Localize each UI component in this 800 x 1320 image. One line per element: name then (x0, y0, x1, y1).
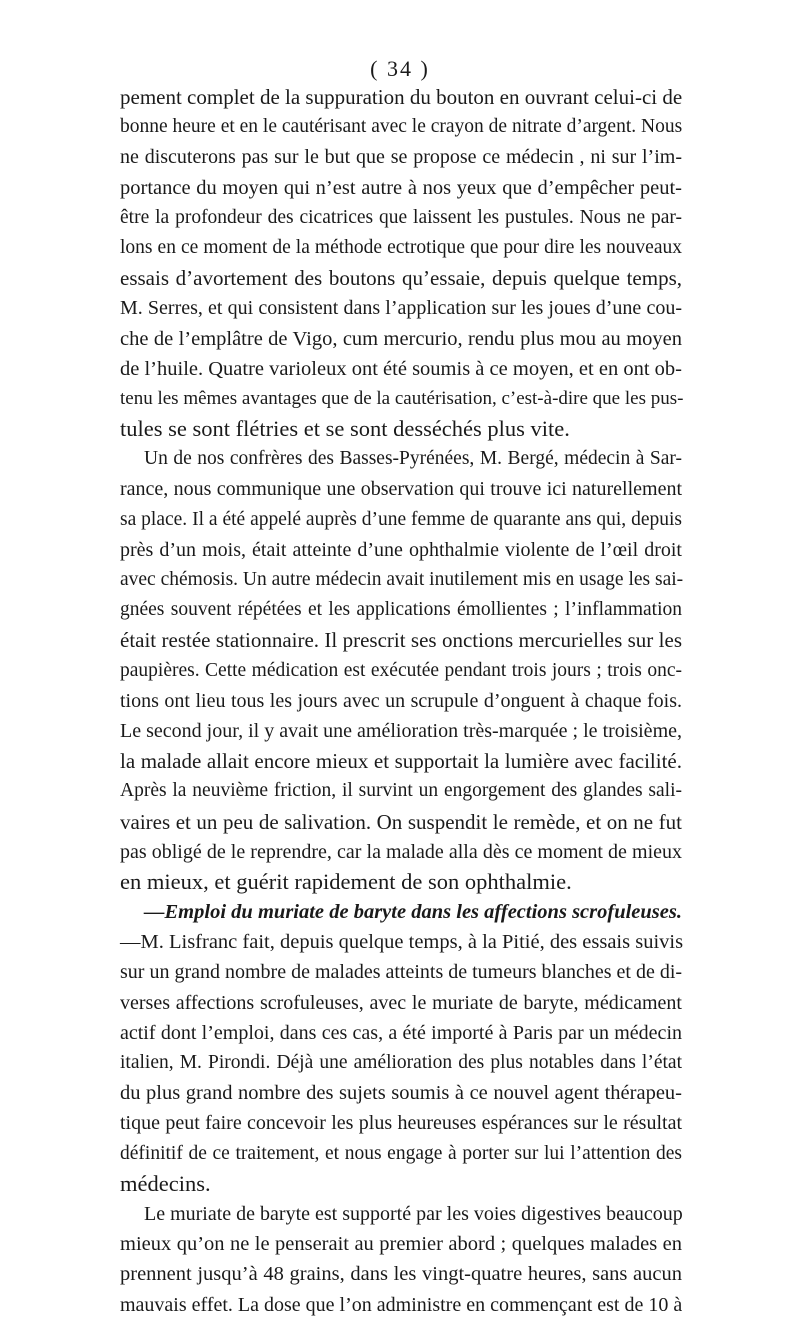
page-number: ( 34 ) (370, 56, 430, 81)
text-line: —M. Lisfranc fait, depuis quelque temps, à la Pitié, des essais suivis (120, 931, 684, 954)
text-line: M. Serres, et qui consistent dans l’application sur les joues d’une cou- (120, 297, 682, 320)
text-line: gnées souvent répétées et les applications émollientes ; l’inflammation (120, 599, 682, 621)
text-line: —Emploi du muriate de baryte dans les affections scrofuleuses. (144, 901, 682, 924)
text-line: définitif de ce traitement, et nous engage à porter sur lui l’attention des (120, 1142, 682, 1164)
text-line: portance du moyen qui n’est autre à nos yeux que d’empêcher peut- (120, 176, 682, 199)
text-line: la malade allait encore mieux et supportait la lumière avec facilité. (120, 749, 682, 774)
text-line: tique peut faire concevoir les plus heureuses espérances sur le résultat (120, 1112, 682, 1135)
body-text (120, 82, 682, 1320)
text-line: italien, M. Pirondi. Déjà une amélioration des plus notables dans l’état (120, 1052, 682, 1073)
text-line: mauvais effet. La dose que l’on administre en commençant est de 10 à (120, 1293, 683, 1316)
text-line: verses affections scrofuleuses, avec le muriate de baryte, médicament (120, 991, 682, 1014)
text-line: tions ont lieu tous les jours avec un scrupule d’onguent à chaque fois. (120, 689, 682, 712)
text-line: être la profondeur des cicatrices que laissent les pustules. Nous ne par- (120, 206, 682, 228)
text-line: tenu les mêmes avantages que de la cautérisation, c’est-à-dire que les pus- (120, 387, 684, 409)
text-line: rance, nous communique une observation qui trouve ici naturellement (120, 478, 682, 501)
text-line: pement complet de la suppuration du bouton en ouvrant celui-ci de (120, 85, 683, 109)
text-line: avec chémosis. Un autre médecin avait inutilement mis en usage les sai- (120, 569, 684, 590)
text-line: ne discuterons pas sur le but que se propose ce médecin , ni sur l’im- (120, 146, 682, 169)
text-line: du plus grand nombre des sujets soumis à ce nouvel agent thérapeu- (120, 1082, 682, 1105)
text-line: sa place. Il a été appelé auprès d’une femme de quarante ans qui, depuis (120, 508, 682, 530)
text-line: prennent jusqu’à 48 grains, dans les vingt-quatre heures, sans aucun (120, 1263, 682, 1286)
text-line: paupières. Cette médication est exécutée pendant trois jours ; trois onc- (120, 659, 682, 681)
text-line: Après la neuvième friction, il survint un engorgement des glandes sali- (120, 780, 682, 802)
text-line: che de l’emplâtre de Vigo, cum mercurio, rendu plus mou au moyen (120, 327, 682, 350)
text-line: bonne heure et en le cautérisant avec le crayon de nitrate d’argent. Nous (120, 116, 683, 138)
text-line: était restée stationnaire. Il prescrit ses onctions mercurielles sur les (120, 628, 682, 653)
text-line: Le second jour, il y avait une amélioration très-marquée ; le troisième, (120, 719, 682, 742)
text-line: Le muriate de baryte est supporté par les voies digestives beaucoup (144, 1202, 683, 1225)
text-line: pas obligé de le reprendre, car la malade alla dès ce moment de mieux (120, 840, 682, 863)
text-line: médecins. (120, 1170, 211, 1196)
text-line: tules se sont flétries et se sont desséchés plus vite. (120, 416, 570, 442)
text-line: vaires et un peu de salivation. On suspendit le remède, et on ne fut (120, 809, 682, 834)
text-line: essais d’avortement des boutons qu’essaie, depuis quelque temps, (120, 266, 682, 291)
text-line: sur un grand nombre de malades atteints de tumeurs blanches et de di- (120, 961, 683, 984)
text-line: lons en ce moment de la méthode ectrotique que pour dire les nouveaux (120, 236, 682, 258)
text-line: en mieux, et guérit rapidement de son ophthalmie. (120, 868, 572, 894)
text-line: Un de nos confrères des Basses-Pyrénées, M. Bergé, médecin à Sar- (144, 448, 682, 470)
text-line: de l’huile. Quatre varioleux ont été soumis à ce moyen, et en ont ob- (120, 357, 682, 380)
text-line: mieux qu’on ne le penserait au premier abord ; quelques malades en (120, 1233, 682, 1256)
text-line: près d’un mois, était atteinte d’une ophthalmie violente de l’œil droit (120, 538, 682, 561)
text-line: actif dont l’emploi, dans ces cas, a été importé à Paris par un médecin (120, 1021, 682, 1044)
